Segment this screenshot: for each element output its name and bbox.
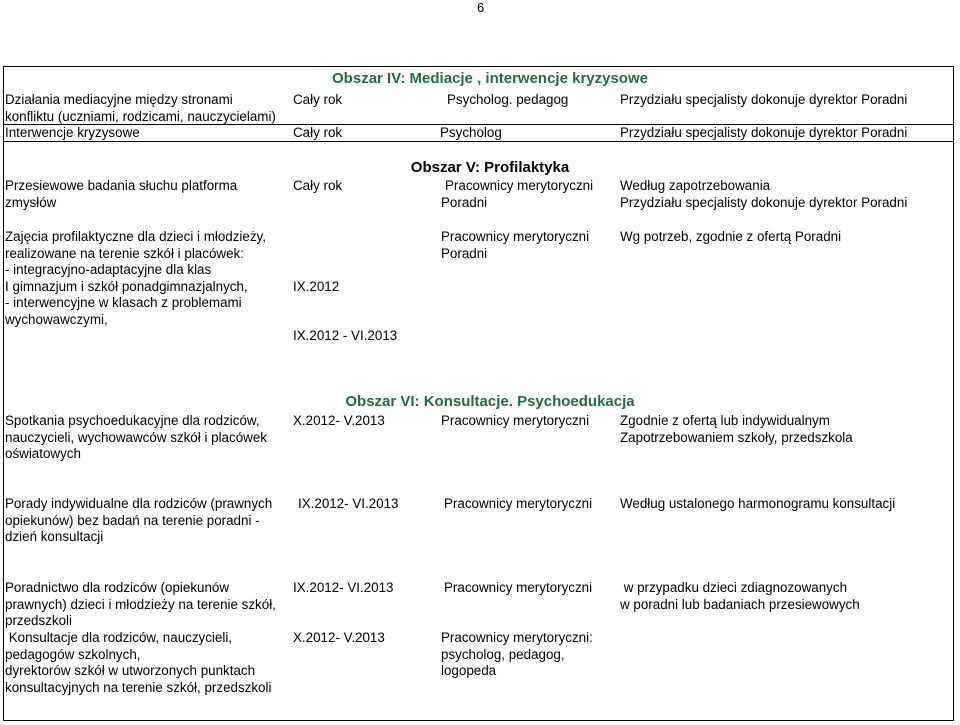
notes-cell: Przydziału specjalisty dokonuje dyrektor Poradni — [620, 125, 908, 140]
notes-cell: Wg potrzeb, zgodnie z ofertą Poradni — [620, 229, 842, 244]
section-header-konsultacje: Obszar VI: Konsultacje. Psychoedukacja — [345, 393, 635, 410]
responsible-cell: Pracownicy merytoryczni Poradni — [441, 178, 594, 210]
activity-cell: Konsultacje dla rodziców, nauczycieli, pedagogów szkolnych, dyrektorów szkół w utworzonych punktach konsultacyjnych na terenie szkół, przedszkoli — [5, 630, 272, 695]
responsible-cell: Pracownicy merytoryczni — [441, 413, 590, 428]
responsible-cell: Psycholog — [440, 125, 502, 140]
activity-cell: Przesiewowe badania słuchu platforma zmysłów — [5, 178, 238, 210]
notes-cell: Zgodnie z ofertą lub indywidualnym Zapotrzebowaniem szkoły, przedszkola — [620, 413, 853, 445]
term-cell: X.2012- V.2013 — [293, 630, 385, 645]
activity-cell: Spotkania psychoedukacyjne dla rodziców, nauczycieli, wychowawców szkół i placówek oświatowych — [5, 413, 267, 462]
responsible-cell: Pracownicy merytoryczni: psycholog, pedagog, logopeda — [441, 630, 593, 679]
section-header-profilaktyka: Obszar V: Profilaktyka — [410, 159, 570, 176]
activity-cell: Działania mediacyjne między stronami konfliktu (uczniami, rodzicami, nauczycielami) — [5, 92, 276, 124]
notes-cell: Przydziału specjalisty dokonuje dyrektor Poradni — [620, 92, 908, 107]
term-cell: IX.2012- VI.2013 — [293, 580, 394, 595]
term-cell: IX.2012 - VI.2013 — [293, 328, 398, 343]
activity-cell: Zajęcia profilaktyczne dla dzieci i młodzieży, realizowane na terenie szkół i placówek: - integracyjno-adaptacyjne dla klas I gimnazjum i szkół ponadgimnazjalnych, - interwencyjne w klasach z problemami wychowawczymi, — [5, 229, 266, 327]
term-cell: Cały rok — [293, 178, 343, 193]
term-cell: Cały rok — [293, 92, 343, 107]
responsible-cell: Pracownicy merytoryczni — [444, 496, 593, 511]
activity-cell: Porady indywidualne dla rodziców (prawnych opiekunów) bez badań na terenie poradni - dzień konsultacji — [5, 496, 273, 545]
responsible-cell: Psycholog. pedagog — [447, 92, 569, 107]
notes-cell: Według ustalonego harmonogramu konsultacji — [620, 496, 896, 511]
responsible-cell: Pracownicy merytoryczni — [444, 580, 593, 595]
term-cell: Cały rok — [293, 125, 343, 140]
notes-cell: Według zapotrzebowania Przydziału specjalisty dokonuje dyrektor Poradni — [620, 178, 908, 210]
responsible-cell: Pracownicy merytoryczni Poradni — [441, 229, 590, 261]
term-cell: IX.2012- VI.2013 — [298, 496, 399, 511]
term-cell: X.2012- V.2013 — [293, 413, 385, 428]
section-header-mediacje: Obszar IV: Mediacje , interwencje kryzysowe — [332, 70, 648, 87]
term-cell: IX.2012 — [293, 279, 340, 294]
notes-cell: w przypadku dzieci zdiagnozowanych w poradni lub badaniach przesiewowych — [620, 580, 860, 612]
activity-cell: Interwencje kryzysowe — [5, 125, 140, 140]
activity-cell: Poradnictwo dla rodziców (opiekunów prawnych) dzieci i młodzieży na terenie szkół, przedszkoli — [5, 580, 276, 629]
page-number: 6 — [477, 0, 485, 15]
